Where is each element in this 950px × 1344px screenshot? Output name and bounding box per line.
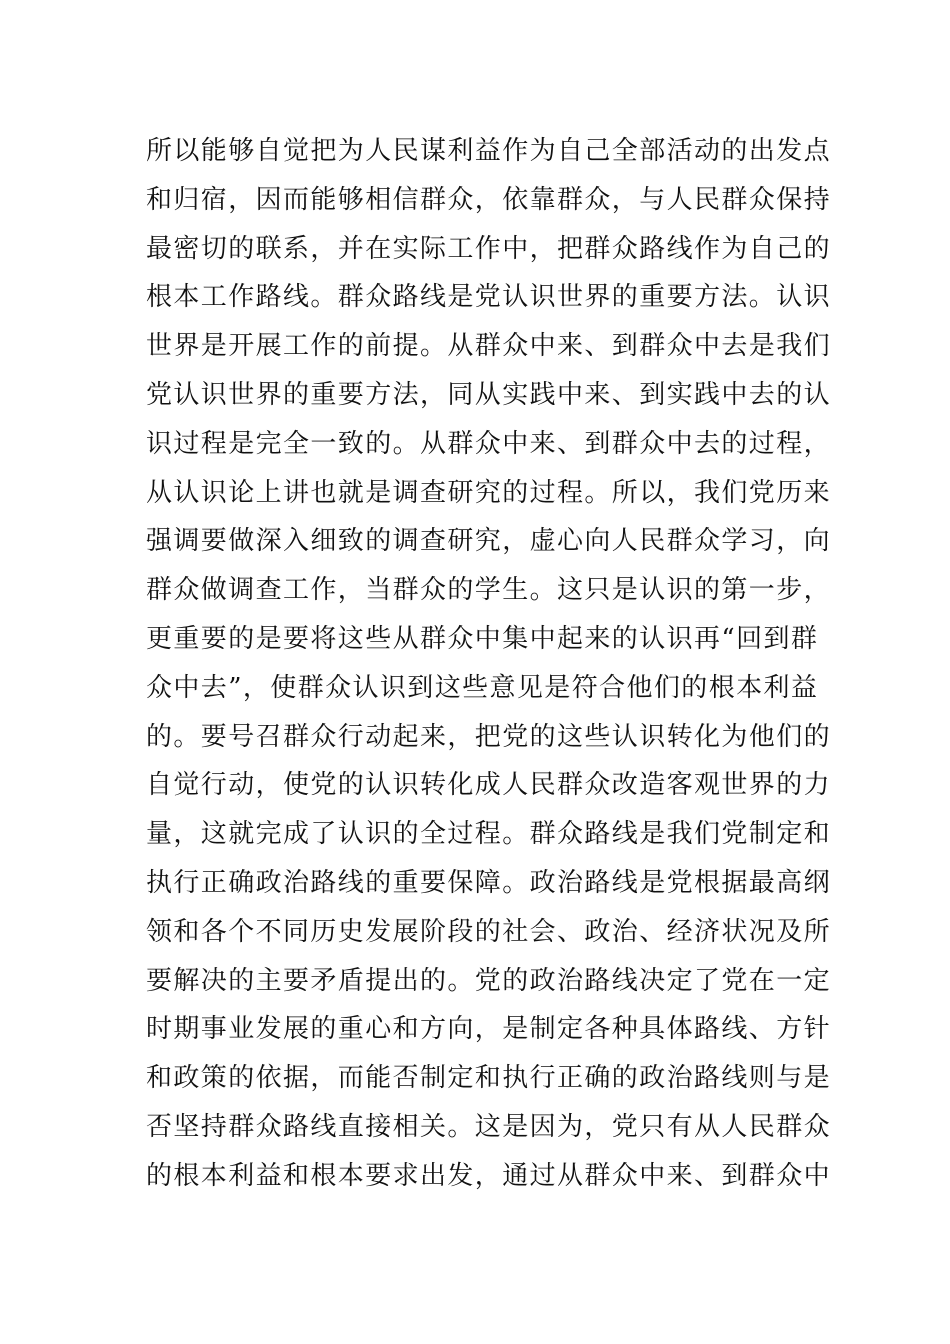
text-line: 最密切的联系，并在实际工作中，把群众路线作为自己的: [146, 233, 832, 264]
text-line: 世界是开展工作的前提。从群众中来、到群众中去是我们: [146, 331, 832, 362]
body-text: [146, 127, 832, 1201]
text-line: 时期事业发展的重心和方向，是制定各种具体路线、方针: [146, 1014, 832, 1045]
text-line: 从认识论上讲也就是调查研究的过程。所以，我们党历来: [146, 477, 832, 508]
text-line: 要解决的主要矛盾提出的。党的政治路线决定了党在一定: [146, 965, 832, 996]
text-line: 和归宿，因而能够相信群众，依靠群众，与人民群众保持: [146, 184, 832, 215]
text-line: 强调要做深入细致的调查研究，虚心向人民群众学习，向: [146, 526, 832, 557]
text-line: 党认识世界的重要方法，同从实践中来、到实践中去的认: [146, 379, 832, 410]
text-line: 根本工作路线。群众路线是党认识世界的重要方法。认识: [146, 282, 832, 313]
text-line: 所以能够自觉把为人民谋利益作为自己全部活动的出发点: [146, 136, 832, 166]
text-line: 量，这就完成了认识的全过程。群众路线是我们党制定和: [146, 819, 832, 850]
text-line: 更重要的是要将这些从群众中集中起来的认识再“回到群: [146, 623, 819, 654]
text-line: 众中去”，使群众认识到这些意见是符合他们的根本利益: [146, 672, 819, 703]
text-line: 群众做调查工作，当群众的学生。这只是认识的第一步，: [146, 575, 832, 606]
text-line: 执行正确政治路线的重要保障。政治路线是党根据最高纲: [146, 867, 832, 898]
text-line: 领和各个不同历史发展阶段的社会、政治、经济状况及所: [146, 916, 832, 947]
text-line: 否坚持群众路线直接相关。这是因为，党只有从人民群众: [146, 1111, 832, 1142]
text-line: 识过程是完全一致的。从群众中来、到群众中去的过程，: [146, 428, 832, 459]
text-line: 的根本利益和根本要求出发，通过从群众中来、到群众中: [146, 1160, 832, 1191]
text-line: 的。要号召群众行动起来，把党的这些认识转化为他们的: [146, 721, 832, 752]
text-line: 自觉行动，使党的认识转化成人民群众改造客观世界的力: [146, 770, 832, 801]
text-line: 和政策的依据，而能否制定和执行正确的政治路线则与是: [146, 1063, 832, 1094]
